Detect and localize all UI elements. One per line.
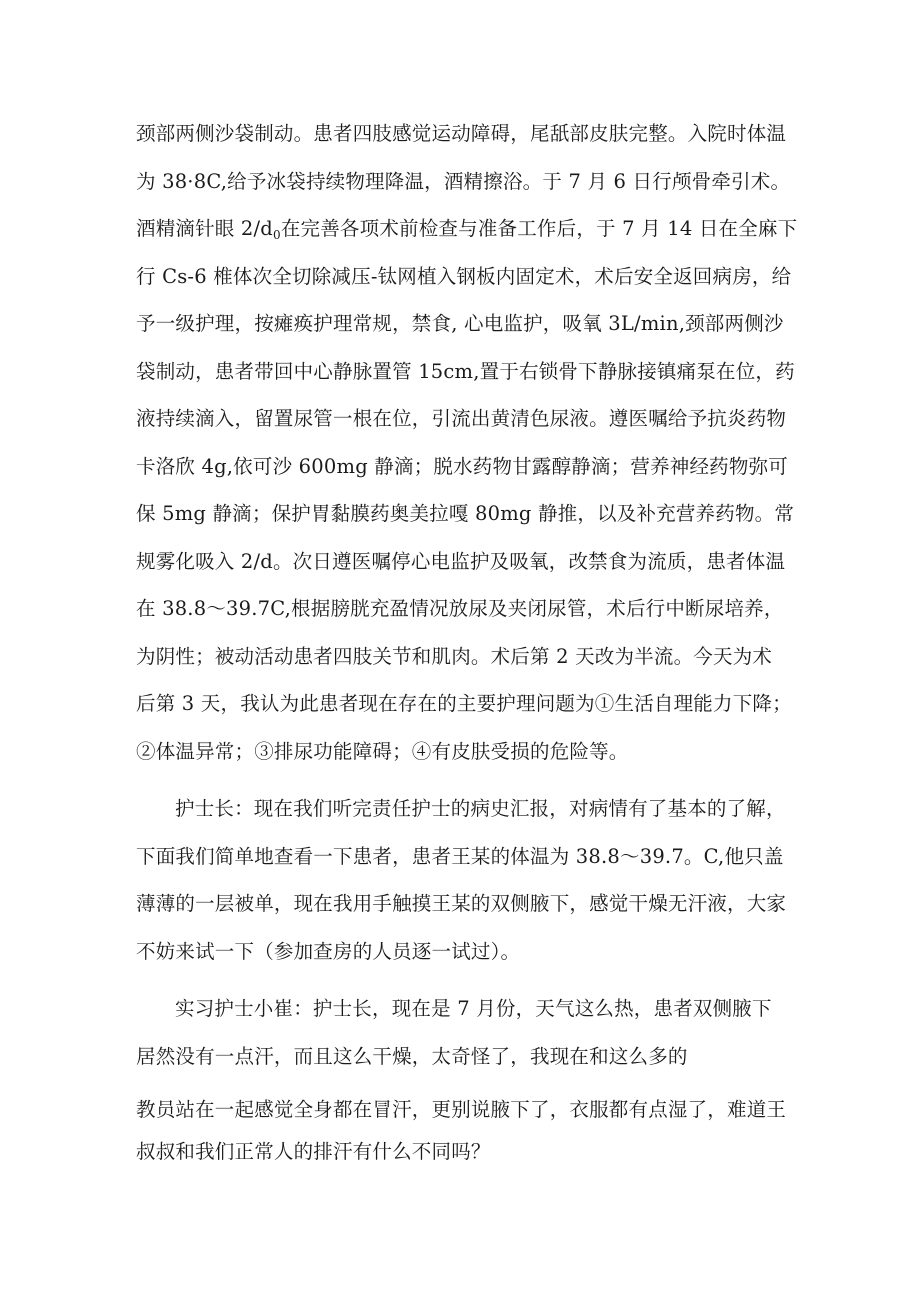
text-line: 为 38·8C,给予冰袋持续物理降温，酒精擦浴。于 7 月 6 日行颅骨牵引术。 — [136, 169, 791, 193]
text-line: 不妨来试一下（参加查房的人员逐一试过）。 — [136, 939, 521, 963]
text-line: 居然没有一点汗，而且这么干燥，太奇怪了，我现在和这么多的 — [136, 1044, 688, 1068]
text-line: 为阴性；被动活动患者四肢关节和肌肉。术后第 2 天改为半流。今天为术 — [136, 644, 773, 668]
text-segment: 酒精滴针眼 2/d — [136, 217, 273, 240]
text-line: 在 38.8～39.7C,根据膀胱充盈情况放尿及夹闭尿管，术后行中断尿培养， — [136, 597, 784, 620]
paragraph-head-nurse — [136, 785, 796, 975]
text-line: ②体温异常；③排尿功能障碍；④有皮肤受损的危险等。 — [136, 739, 629, 763]
text-line: 后第 3 天，我认为此患者现在存在的主要护理问题为①生活自理能力下降； — [136, 692, 792, 715]
text-line: 规雾化吸入 2/d。次日遵医嘱停心电监护及吸氧，改禁食为流质，患者体温 — [136, 549, 786, 573]
text-line: 袋制动，患者带回中心静脉置管 15cm,置于右锁骨下静脉接镇痛泵在位，药 — [136, 359, 795, 383]
text-line: 教员站在一起感觉全身都在冒汗，更别说腋下了，衣服都有点湿了，难道王 — [136, 1098, 787, 1121]
subscript: 0 — [272, 228, 281, 242]
text-line: 护士长：现在我们听完责任护士的病史汇报，对病情有了基本的了解， — [175, 797, 786, 820]
text-line: 实习护士小崔：护士长，现在是 7 月份，天气这么热，患者双侧腋下 — [175, 997, 772, 1020]
text-line: 液持续滴入，留置尿管一根在位，引流出黄清色尿液。遵医嘱给予抗炎药物 — [136, 407, 787, 430]
text-line: 予一级护理，按瘫痪护理常规，禁食, 心电监护，吸氧 3L/min,颈部两侧沙 — [136, 312, 784, 335]
text-line: 保 5mg 静滴；保护胃黏膜药奥美拉嘎 80mg 静推，以及补充营养药物。常 — [136, 502, 795, 525]
text-line: 下面我们简单地查看一下患者，患者王某的体温为 38.8～39.7。C,他只盖 — [136, 844, 784, 868]
paragraph-intern-nurse — [136, 985, 796, 1175]
text-line: 颈部两侧沙袋制动。患者四肢感觉运动障碍，尾舐部皮肤完整。入院时体温 — [136, 122, 787, 145]
text-line: 薄薄的一层被单，现在我用手触摸王某的双侧腋下，感觉干燥无汗液，大家 — [136, 892, 787, 915]
text-line — [136, 205, 796, 253]
text-line: 卡洛欣 4g,依可沙 600mg 静滴；脱水药物甘露醇静滴；营养神经药物弥可 — [136, 454, 788, 478]
document-body — [136, 110, 796, 1175]
text-line: 行 Cs-6 椎体次全切除减压-钛网植入钢板内固定术，术后安全返回病房，给 — [136, 264, 792, 288]
text-segment: 在完善各项术前检查与准备工作后，于 7 月 14 日在全麻下 — [280, 217, 798, 240]
text-line: 叔叔和我们正常人的排汗有什么不同吗？ — [136, 1139, 491, 1163]
paragraph-medical-history — [136, 110, 796, 775]
